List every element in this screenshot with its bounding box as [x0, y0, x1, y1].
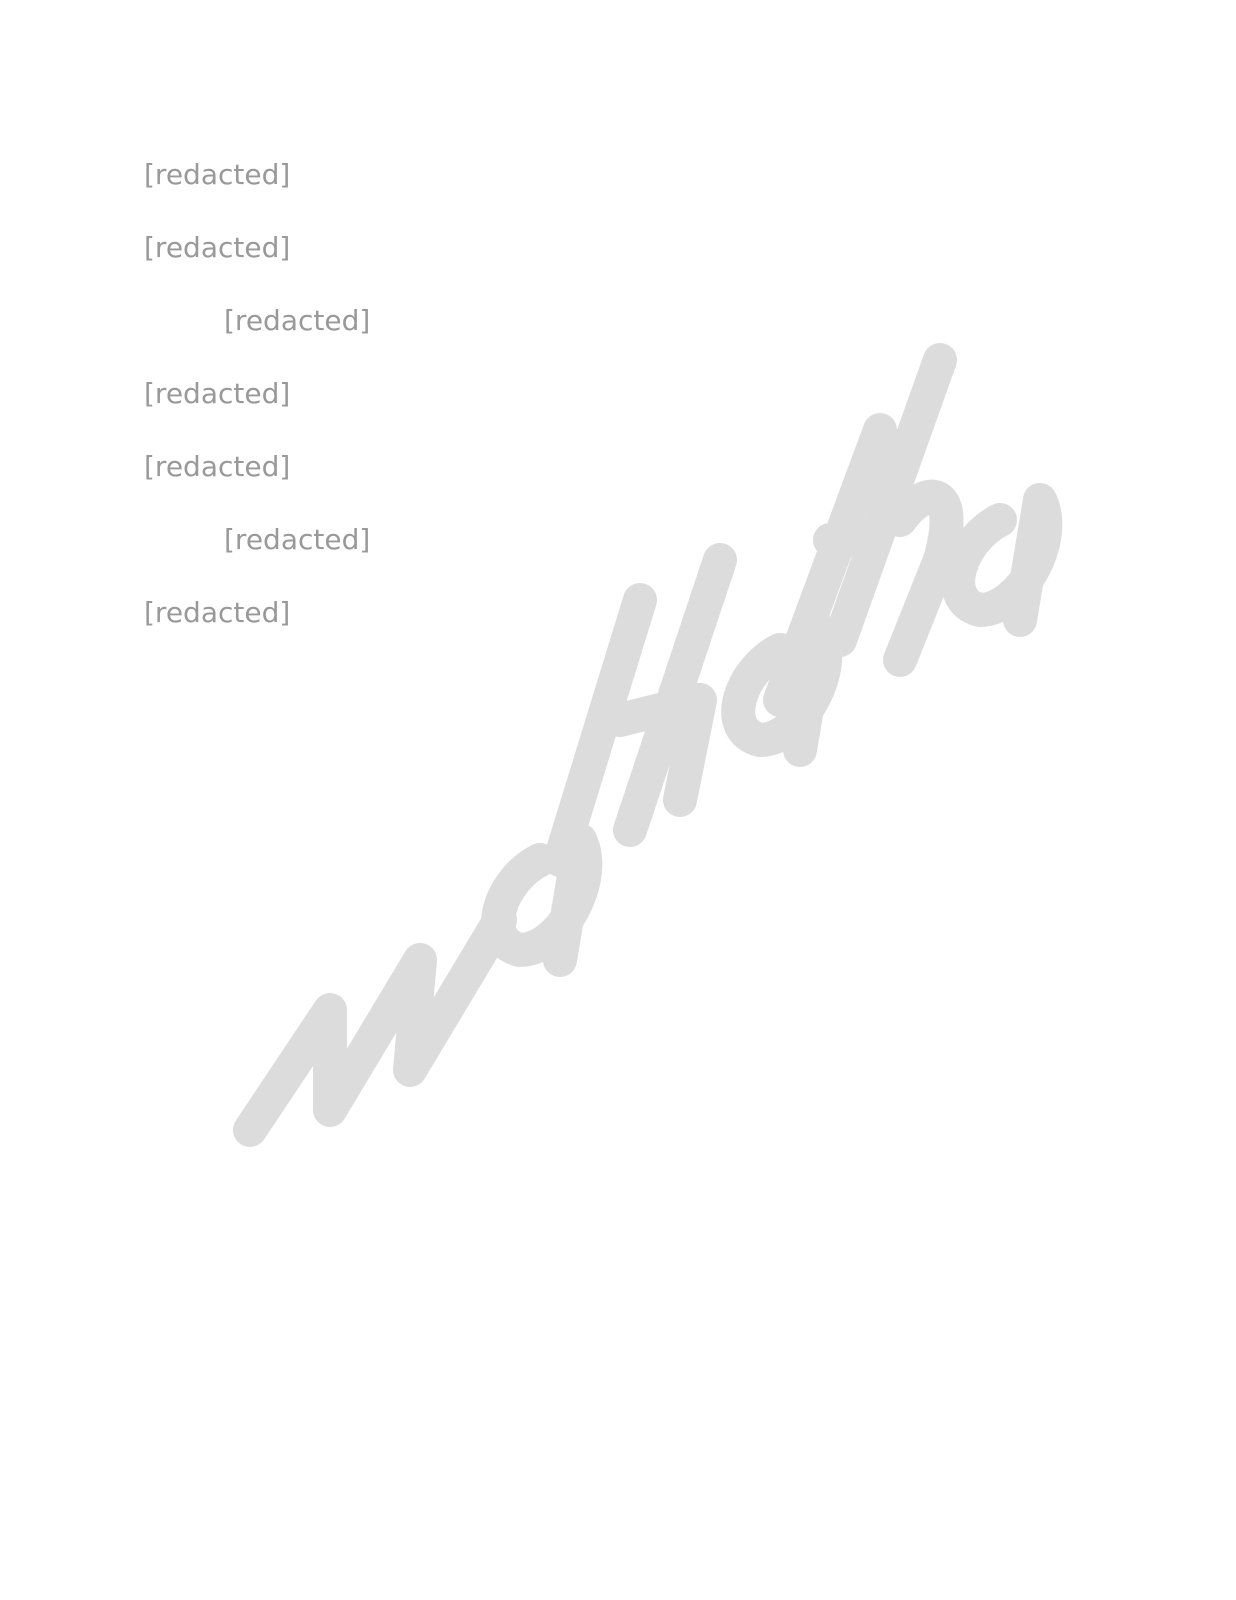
paragraph: [redacted]	[144, 377, 291, 410]
paragraph: [redacted]	[144, 450, 291, 483]
paragraph: [redacted]	[144, 158, 291, 191]
paragraph: [redacted]	[144, 231, 291, 264]
paragraph: [redacted]	[144, 596, 291, 629]
paragraph: [redacted]	[224, 304, 371, 337]
document-body	[144, 150, 1074, 661]
paragraph: [redacted]	[224, 523, 371, 556]
